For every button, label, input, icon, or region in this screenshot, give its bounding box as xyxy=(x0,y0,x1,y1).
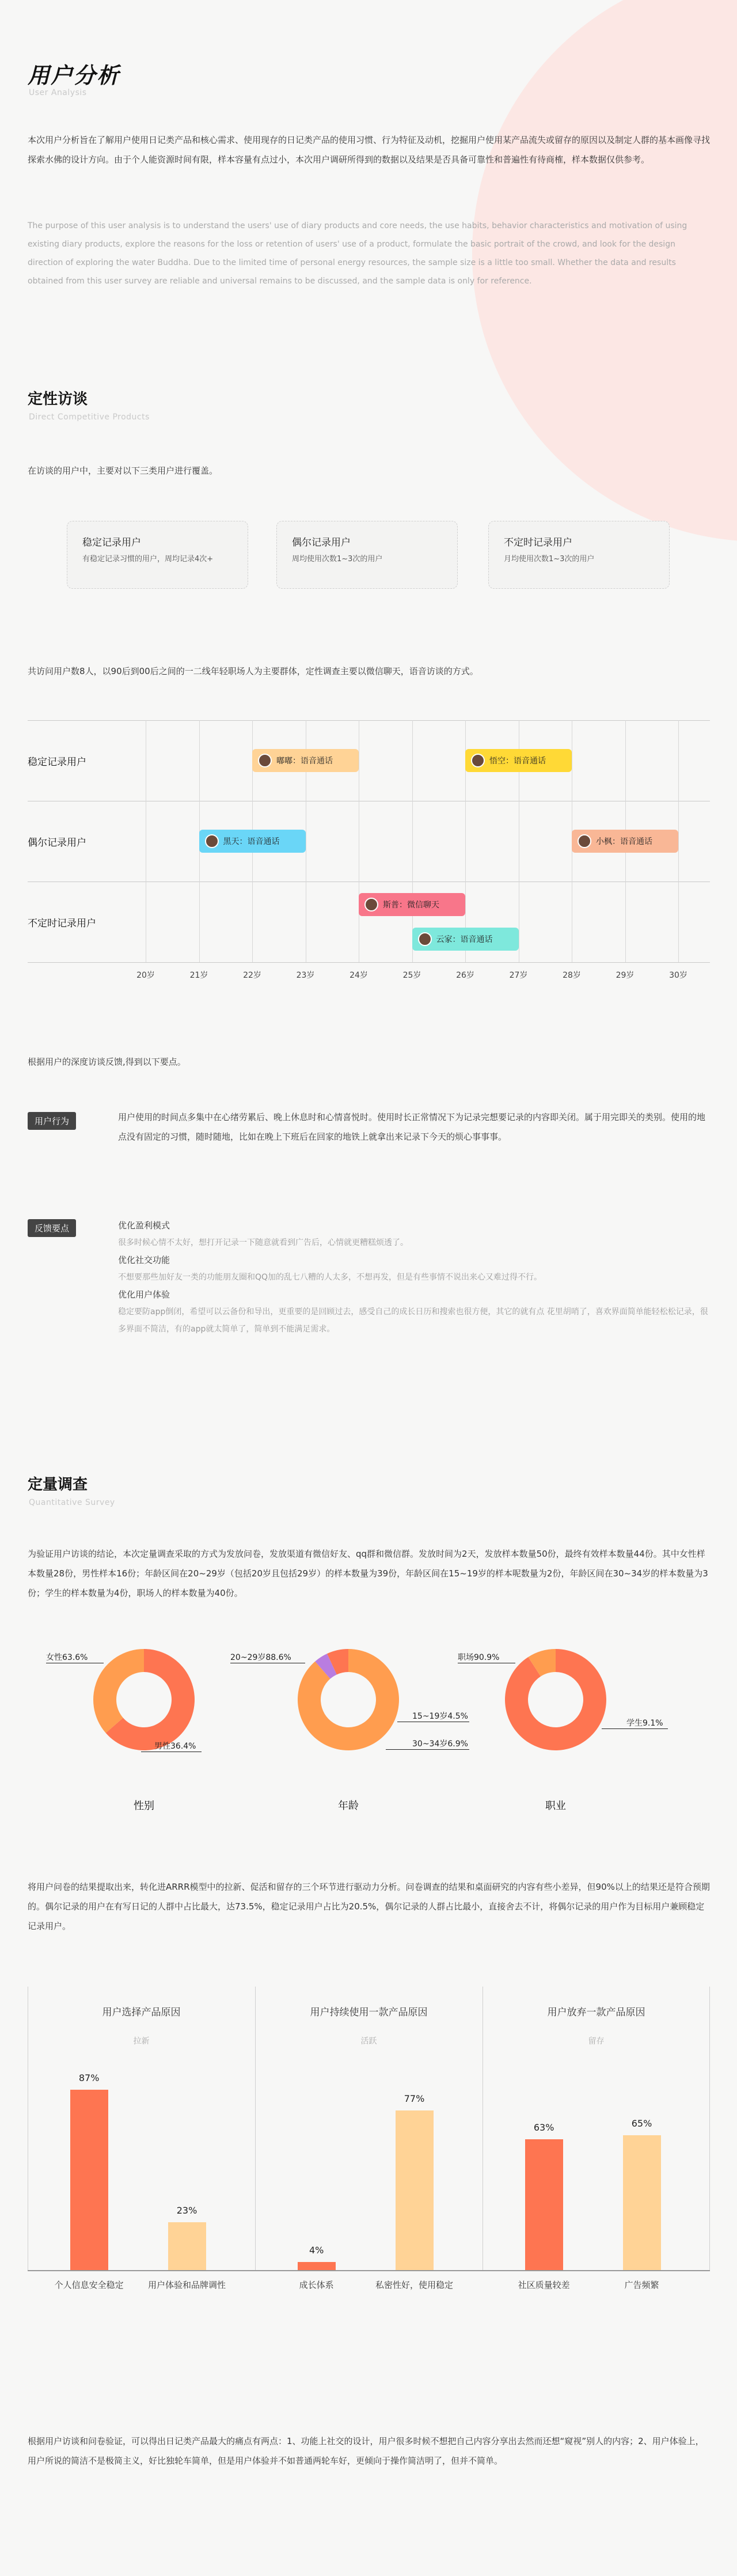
timeline-tick-label: 26岁 xyxy=(456,971,474,980)
avatar xyxy=(578,834,591,848)
interview-pill xyxy=(359,893,465,916)
feedback-list xyxy=(118,1217,711,1338)
card-title: 不定时记录用户 xyxy=(504,537,572,549)
pie-charts xyxy=(0,1636,737,1821)
pie-title: 年龄 xyxy=(338,1800,359,1812)
interview-pill xyxy=(199,830,306,853)
pie-slice-label: 15~19岁4.5% xyxy=(412,1712,468,1721)
avatar xyxy=(471,754,485,767)
section-subtitle-quantitative: Quantitative Survey xyxy=(29,1498,115,1507)
leader-line xyxy=(602,1728,668,1729)
timeline-row-label: 偶尔记录用户 xyxy=(28,837,86,849)
avatar xyxy=(205,834,219,848)
bar-group-title: 用户持续使用一款产品原因 xyxy=(310,2007,428,2018)
avatar xyxy=(418,932,432,946)
pill-label: 黑天：语音通话 xyxy=(223,837,280,846)
bar-value-label: 63% xyxy=(533,2122,554,2134)
bar-category-label: 个人信息安全稳定 xyxy=(54,2280,124,2290)
timeline-tick-label: 28岁 xyxy=(563,971,581,980)
pie-slice-label: 职场90.9% xyxy=(458,1653,500,1662)
quantitative-lead: 为验证用户访谈的结论，本次定量调查采取的方式为发放问卷，发放渠道有微信好友、qq群和微信群。发放时间为2天，发放样本数量50份，最终有效样本数量44份。其中女性样本数量28份，男性样本16份；年龄区间在20~29岁（包括20岁且包括29岁）的样本数量为39份，年龄区间在15~19岁的样本呢数量为2份，年龄区间在30~34岁的样本数量为3份；学生的样本数量为4份，职场人的样本数量为40份。 xyxy=(28,1549,708,1598)
conclusion-text: 根据用户访谈和问卷验证，可以得出日记类产品最大的痛点有两点：1、功能上社交的设计，用户很多时候不想把自己内容分享出去然而还想“窥视”别人的内容；2、用户体验上，用户所说的简洁不是极简主义，好比独轮车简单，但是用户体验并不如普通两轮车好，更倾向于操作简洁明了，但并不简单。 xyxy=(28,2436,704,2466)
pie-slice-label: 30~34岁6.9% xyxy=(412,1739,468,1749)
chart-baseline xyxy=(28,2270,710,2271)
sample-text: 共访问用户数8人，以90后到00后之间的一二线年轻职场人为主要群体，定性调查主要以微信聊天，语音访谈的方式。 xyxy=(28,666,478,676)
pie-title: 性别 xyxy=(134,1800,154,1812)
card-title: 偶尔记录用户 xyxy=(292,537,351,549)
bar-chart-drivers xyxy=(28,1987,710,2321)
timeline-tick-label: 27岁 xyxy=(509,971,528,980)
bar-value-label: 65% xyxy=(631,2118,652,2129)
pie-chart-gender xyxy=(92,1648,196,1752)
bar-value-label: 87% xyxy=(78,2072,100,2083)
interview-pill xyxy=(412,928,519,951)
pie-slice xyxy=(93,1649,144,1733)
interview-timeline xyxy=(28,720,710,985)
timeline-row-label: 稳定记录用户 xyxy=(28,756,86,768)
timeline-divider xyxy=(28,720,710,721)
pill-label: 斯普：微信聊天 xyxy=(383,901,439,910)
timeline-tick-label: 24岁 xyxy=(349,971,368,980)
pie-chart-age xyxy=(297,1648,400,1752)
chart-divider xyxy=(709,1987,710,2270)
feedback-title: 优化社交功能 xyxy=(118,1255,170,1265)
timeline-tick-label: 30岁 xyxy=(669,971,687,980)
pie-title: 职业 xyxy=(545,1800,566,1812)
timeline-gridline xyxy=(678,720,679,962)
bar-category-label: 社区质量较差 xyxy=(518,2280,570,2290)
bar xyxy=(70,2090,108,2270)
survey-text: 将用户问卷的结果提取出来，转化进ARRR模型中的拉新、促活和留存的三个环节进行驱动力分析。问卷调查的结果和桌面研究的内容有些小差异，但90%以上的结果还是符合预期的。偶尔记录的用户在有写日记的人群中占比最大，达73.5%，稳定记录用户占比为20.5%，偶尔记录的人群占比最小，直接舍去不计，将偶尔记录的用户作为目标用户兼顾稳定记录用户。 xyxy=(28,1882,710,1931)
bar xyxy=(525,2139,563,2270)
bar xyxy=(168,2222,206,2270)
timeline-gridline xyxy=(412,720,413,962)
intro-cn: 本次用户分析旨在了解用户使用日记类产品和核心需求、使用现存的日记类产品的使用习惯、行为特征及动机，挖掘用户使用某产品流失或留存的原因以及制定人群的基本画像寻找探索水佛的设计方向。由于个人能资源时间有限，样本容量有点过小，本次用户调研所得到的数据以及结果是否具备可靠性和普遍性有待商榷，样本数据仅供参考。 xyxy=(28,135,711,165)
pill-label: 嘟嘟：语音通话 xyxy=(276,756,333,766)
leader-line xyxy=(386,1749,469,1750)
card-desc: 有稳定记录习惯的用户，周均记录4次+ xyxy=(82,555,214,563)
findings-lead: 根据用户的深度访谈反馈,得到以下要点。 xyxy=(28,1057,186,1067)
feedback-title: 优化用户体验 xyxy=(118,1289,170,1300)
timeline-tick-label: 29岁 xyxy=(616,971,635,980)
feedback-tag: 反馈要点 xyxy=(28,1219,76,1237)
card-desc: 月均使用次数1~3次的用户 xyxy=(504,555,595,563)
user-type-card xyxy=(67,521,248,589)
bar-value-label: 23% xyxy=(176,2205,197,2216)
avatar xyxy=(258,754,272,767)
feedback-text: 不想要那些加好友一类的功能朋友圈和QQ加的乱七八糟的人太多，不想再发，但是有些事情不说出来心又难过得不行。 xyxy=(118,1273,542,1282)
feedback-text: 很多时候心情不太好，想打开记录一下随意就看到广告后，心情就更糟糕烦透了。 xyxy=(118,1238,408,1247)
timeline-tick-label: 20岁 xyxy=(136,971,155,980)
pill-label: 云家：语音通话 xyxy=(436,935,493,944)
page-subtitle: User Analysis xyxy=(29,88,87,97)
intro-en: The purpose of this user analysis is to understand the users' use of diary products and core needs, the use habits, behavior characteristics and motivation of using existing diary products, explore the reasons for the loss or retention of users' use of a product, formulate the basic portrait of the crowd, and look for the design direction of exploring the water Buddha. Due to the limited time of personal energy resources, the sample size is a little too small. Whether the data and results obtained from this user survey are reliable and universal remains to be discussed, and the sample data is only for reference. xyxy=(28,221,687,286)
bar-group-title: 用户放弃一款产品原因 xyxy=(547,2007,645,2018)
bar xyxy=(396,2110,434,2270)
avatar xyxy=(364,898,378,911)
bar xyxy=(298,2262,336,2270)
timeline-tick-label: 22岁 xyxy=(243,971,261,980)
timeline-row-label: 不定时记录用户 xyxy=(28,918,96,929)
interview-pill xyxy=(465,749,572,772)
bar-value-label: 4% xyxy=(309,2244,324,2256)
pie-slice-label: 男性36.4% xyxy=(154,1742,196,1751)
timeline-tick-label: 23岁 xyxy=(296,971,315,980)
interview-pill xyxy=(252,749,359,772)
bar-category-label: 用户体验和品牌调性 xyxy=(147,2280,226,2290)
timeline-divider xyxy=(28,962,710,963)
pie-chart-occupation xyxy=(504,1648,607,1752)
pill-label: 悟空：语音通话 xyxy=(489,756,546,766)
timeline-tick-label: 21岁 xyxy=(189,971,208,980)
section-subtitle-qualitative: Direct Competitive Products xyxy=(29,413,150,422)
pill-label: 小枫：语音通话 xyxy=(596,837,652,846)
card-title: 稳定记录用户 xyxy=(82,537,141,549)
user-type-card xyxy=(276,521,458,589)
bar-value-label: 77% xyxy=(404,2093,425,2104)
bar xyxy=(623,2135,661,2270)
bar-group-subtitle: 留存 xyxy=(588,2037,605,2046)
bar-category-label: 广告频繁 xyxy=(624,2280,659,2290)
behavior-tag: 用户行为 xyxy=(28,1112,76,1130)
chart-divider xyxy=(255,1987,256,2270)
qualitative-lead: 在访谈的用户中，主要对以下三类用户进行覆盖。 xyxy=(28,466,218,476)
pie-slice-label: 学生9.1% xyxy=(626,1719,663,1728)
feedback-text: 稳定要防app倒闭，希望可以云备份和导出，更重要的是回顾过去，感受自己的成长日历和搜索也很方便，其它的就有点 花里胡哨了，喜欢界面简单能轻松松记录，很多界面不简洁，有的app就太简单了，简单到不能满足需求。 xyxy=(118,1307,708,1334)
bar-group-subtitle: 活跃 xyxy=(360,2037,377,2046)
bar-group-title: 用户选择产品原因 xyxy=(102,2007,181,2018)
section-title-quantitative: 定量调查 xyxy=(28,1476,88,1493)
section-title-qualitative: 定性访谈 xyxy=(28,391,88,408)
page-title: 用户分析 xyxy=(28,63,120,88)
timeline-tick-label: 25岁 xyxy=(402,971,421,980)
bar-category-label: 私密性好，使用稳定 xyxy=(375,2280,453,2290)
feedback-title: 优化盈利模式 xyxy=(118,1220,170,1231)
user-type-card xyxy=(488,521,670,589)
bar-category-label: 成长体系 xyxy=(299,2280,334,2290)
interview-pill xyxy=(572,830,678,853)
pie-slice-label: 女性63.6% xyxy=(46,1653,88,1662)
card-desc: 周均使用次数1~3次的用户 xyxy=(292,555,383,563)
behavior-text: 用户使用的时间点多集中在心绪劳累后、晚上休息时和心情喜悦时。使用时长正常情况下为记录完想要记录的内容即关闭。属于用完即关的类别。使用的地点没有固定的习惯，随时随地，比如在晚上下班后在回家的地铁上就拿出来记录下今天的烦心事事事。 xyxy=(118,1112,706,1142)
bar-group-subtitle: 拉新 xyxy=(133,2037,150,2046)
pie-slice-label: 20~29岁88.6% xyxy=(230,1653,291,1662)
